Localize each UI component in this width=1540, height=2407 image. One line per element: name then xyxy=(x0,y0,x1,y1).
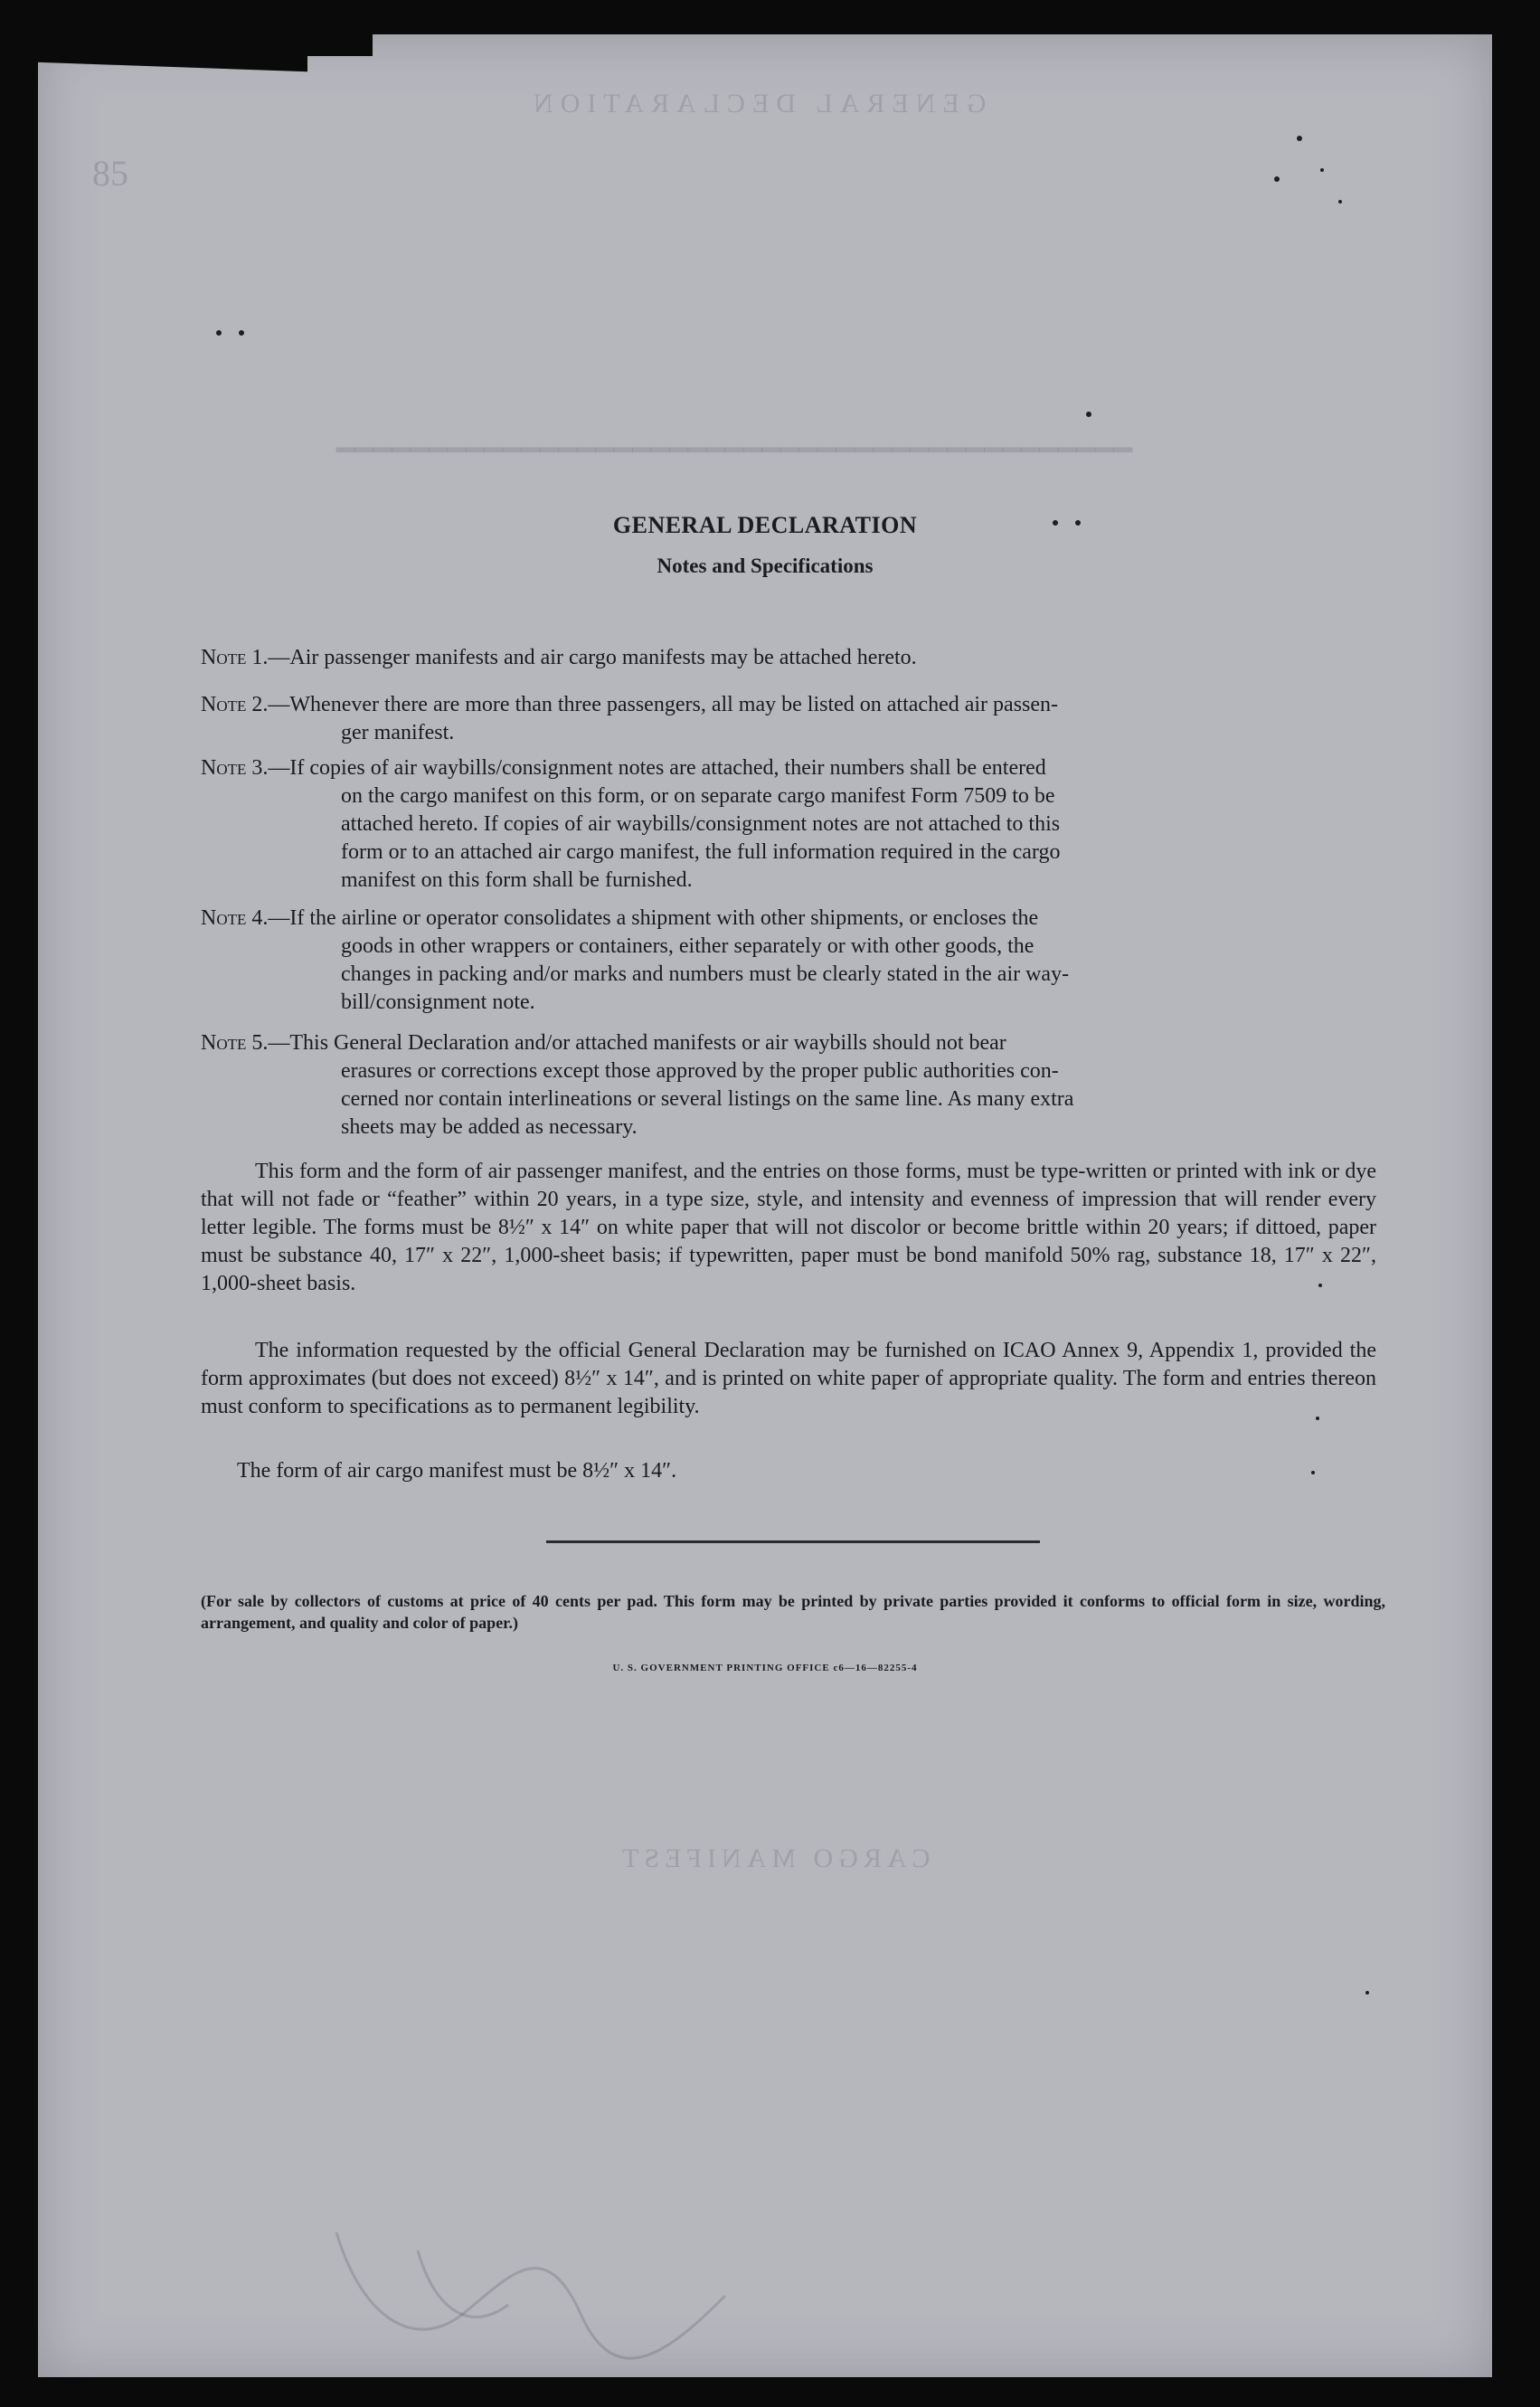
note-text: —If the airline or operator consolidates a shipment with other shipments, or encloses the xyxy=(268,906,1039,930)
note-5 xyxy=(201,1029,1376,1142)
note-text: ger manifest. xyxy=(341,721,455,744)
note-4 xyxy=(201,905,1376,1017)
note-text: —Air passenger manifests and air cargo manifests may be attached hereto. xyxy=(268,646,917,669)
note-label: Note 3. xyxy=(201,756,269,780)
note-text: —If copies of air waybills/consignment notes are attached, their numbers shall be entered xyxy=(268,756,1046,780)
note-text: on the cargo manifest on this form, or on separate cargo manifest Form 7509 to be xyxy=(341,784,1055,808)
printing-office-imprint: U. S. GOVERNMENT PRINTING OFFICE c6—16—82255-4 xyxy=(612,1663,918,1673)
note-text: attached hereto. If copies of air waybills/consignment notes are not attached to this xyxy=(341,812,1061,836)
note-label: Note 1. xyxy=(201,646,269,669)
note-text: —This General Declaration and/or attached manifests or air waybills should not bear xyxy=(268,1031,1006,1055)
page-number-bleedthrough: 85 xyxy=(92,153,128,194)
page-subtitle: Notes and Specifications xyxy=(657,554,874,577)
divider-rule xyxy=(546,1540,1040,1543)
note-label: Note 5. xyxy=(201,1031,269,1055)
icao-paragraph: The information requested by the official General Declaration may be furnished on ICAO Annex 9, Appendix 1, provided the form approximates (but does not exceed) 8½″ x 14″, and is printed on white paper of appropriate quality. The form and entries thereon must conform to specifications as to permanent legibility. xyxy=(201,1339,1376,1418)
bleedthrough-heading: GENERAL DECLARATION xyxy=(526,89,987,118)
page-title: GENERAL DECLARATION xyxy=(612,512,918,538)
note-text: changes in packing and/or marks and numbers must be clearly stated in the air way- xyxy=(341,962,1070,986)
sale-notice: (For sale by collectors of customs at price of 40 cents per pad. This form may be printed by private parties provided it conforms to official form in size, wording, arrangement, and quality and color of paper.) xyxy=(201,1592,1385,1632)
note-text: bill/consignment note. xyxy=(341,990,535,1014)
note-label: Note 4. xyxy=(201,906,269,930)
note-text: —Whenever there are more than three passengers, all may be listed on attached air passen- xyxy=(268,693,1059,716)
bleedthrough-line: ━━━━━━━━━━━━━━━━━━━━━━━━━━━━━━━━━━━━━━━━━━━ xyxy=(336,434,1133,468)
document-sheet xyxy=(38,34,1492,2377)
page-content xyxy=(38,34,1492,2377)
note-text: form or to an attached air cargo manifest, the full information required in the cargo xyxy=(341,840,1061,864)
cargo-manifest-paragraph: The form of air cargo manifest must be 8½″ x 14″. xyxy=(237,1459,677,1483)
note-3 xyxy=(201,754,1376,895)
bleedthrough-cargo: CARGO MANIFEST xyxy=(617,1843,931,1873)
note-text: cerned nor contain interlineations or several listings on the same line. As many extra xyxy=(341,1087,1074,1111)
note-text: goods in other wrappers or containers, either separately or with other goods, the xyxy=(341,934,1035,958)
note-text: manifest on this form shall be furnished. xyxy=(341,868,693,892)
note-label: Note 2. xyxy=(201,693,269,716)
note-2 xyxy=(201,691,1376,747)
legibility-paragraph: This form and the form of air passenger manifest, and the entries on those forms, must be type-written or printed with ink or dye that will not fade or “feather” within 20 years, in a type size, style, and intensity and evenness of impression that will render every letter legible. The forms must be 8½″ x 14″ on white paper that will not discolor or become brittle within 20 years; if dittoed, paper must be substance 40, 17″ x 22″, 1,000-sheet basis; if typewritten, paper must be bond manifold 50% rag, substance 18, 17″ x 22″, 1,000-sheet basis. xyxy=(201,1160,1376,1295)
note-text: erasures or corrections except those approved by the proper public authorities con- xyxy=(341,1059,1059,1083)
note-1 xyxy=(201,644,1376,672)
note-text: sheets may be added as necessary. xyxy=(341,1115,638,1139)
